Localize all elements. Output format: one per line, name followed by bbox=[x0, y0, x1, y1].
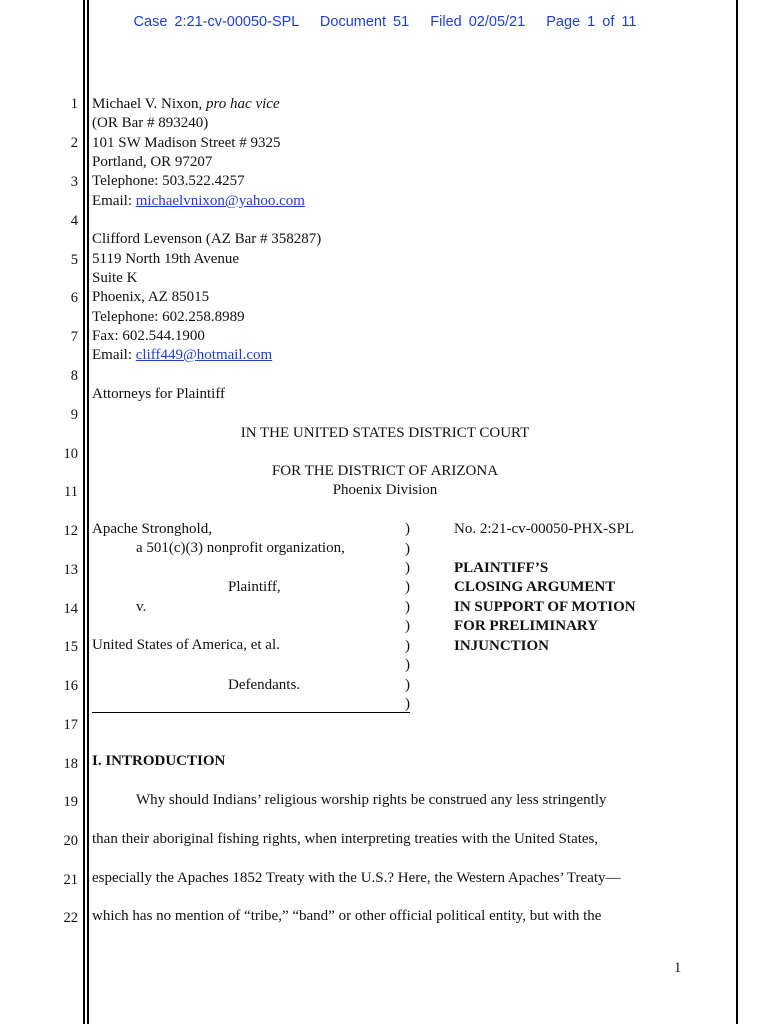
body-line: Why should Indians’ religious worship rights be construed any less stringently bbox=[136, 792, 607, 808]
line-number: 19 bbox=[63, 794, 78, 810]
court-name: IN THE UNITED STATES DISTRICT COURT bbox=[240, 425, 530, 441]
line-number: 22 bbox=[63, 910, 78, 926]
attorney1-phone: Telephone: 503.522.4257 bbox=[92, 173, 245, 189]
body-line: which has no mention of “tribe,” “band” or other official political entity, but with the bbox=[92, 908, 602, 924]
line-number: 14 bbox=[63, 601, 78, 617]
caption-paren: ) bbox=[405, 677, 410, 693]
caption-paren: ) bbox=[405, 618, 410, 634]
attorney2-address-line3: Phoenix, AZ 85015 bbox=[92, 289, 210, 305]
page-number: 1 bbox=[674, 960, 682, 976]
caption-paren: ) bbox=[405, 638, 410, 654]
plaintiff-role: Plaintiff, bbox=[228, 579, 281, 595]
header-case-number: Case 2:21-cv-00050-SPL bbox=[133, 14, 299, 30]
header-document-number: Document 51 bbox=[319, 14, 410, 30]
line-number: 1 bbox=[70, 96, 78, 112]
attorney1-address-line1: 101 SW Madison Street # 9325 bbox=[92, 135, 281, 151]
caption-paren: ) bbox=[405, 521, 410, 537]
caption-paren: ) bbox=[405, 579, 410, 595]
attorney2-email-link[interactable]: cliff449@hotmail.com bbox=[135, 347, 273, 363]
line-number: 8 bbox=[70, 368, 78, 384]
caption-underline bbox=[92, 712, 410, 713]
versus: v. bbox=[136, 599, 147, 615]
attorney2-address-line2: Suite K bbox=[92, 270, 138, 286]
right-margin-rule bbox=[736, 0, 738, 1024]
line-number: 15 bbox=[63, 639, 78, 655]
caption-paren: ) bbox=[405, 696, 410, 712]
attorney2-fax: Fax: 602.544.1900 bbox=[92, 328, 205, 344]
attorney1-name-line bbox=[92, 95, 280, 114]
document-title-line: FOR PRELIMINARY bbox=[454, 618, 599, 634]
attorney1-name: Michael V. Nixon, bbox=[92, 96, 207, 112]
body-line: especially the Apaches 1852 Treaty with the U.S.? Here, the Western Apaches’ Treaty— bbox=[92, 870, 621, 886]
line-number: 17 bbox=[63, 717, 78, 733]
line-number: 4 bbox=[70, 213, 78, 229]
header-filed-date: Filed 02/05/21 bbox=[430, 14, 526, 30]
document-title-line: INJUNCTION bbox=[454, 638, 550, 654]
section-heading: I. INTRODUCTION bbox=[92, 753, 226, 769]
line-number: 10 bbox=[63, 446, 78, 462]
document-title-line: IN SUPPORT OF MOTION bbox=[454, 599, 636, 615]
line-number: 18 bbox=[63, 756, 78, 772]
attorney2-name: Clifford Levenson (AZ Bar # 358287) bbox=[92, 231, 322, 247]
attorney2-phone: Telephone: 602.258.8989 bbox=[92, 309, 245, 325]
line-number: 9 bbox=[70, 407, 78, 423]
document-title-line: CLOSING ARGUMENT bbox=[454, 579, 616, 595]
left-margin-rule-inner bbox=[87, 0, 89, 1024]
header-page-count: Page 1 of 11 bbox=[546, 14, 637, 30]
attorneys-for-plaintiff: Attorneys for Plaintiff bbox=[92, 386, 226, 402]
defendant-role: Defendants. bbox=[228, 677, 301, 693]
filing-header bbox=[0, 14, 770, 30]
document-title-line: PLAINTIFF’S bbox=[454, 560, 549, 576]
line-number: 12 bbox=[63, 523, 78, 539]
attorney1-email-link[interactable]: michaelvnixon@yahoo.com bbox=[135, 193, 305, 209]
caption-paren: ) bbox=[405, 657, 410, 673]
line-number: 6 bbox=[70, 290, 78, 306]
line-number: 2 bbox=[70, 135, 78, 151]
line-number: 11 bbox=[64, 484, 78, 500]
body-line: than their aboriginal fishing rights, when interpreting treaties with the United States, bbox=[92, 831, 599, 847]
attorney1-bar: (OR Bar # 893240) bbox=[92, 115, 209, 131]
caption-paren: ) bbox=[405, 560, 410, 576]
caption-paren: ) bbox=[405, 599, 410, 615]
line-number: 20 bbox=[63, 833, 78, 849]
attorney2-email-line bbox=[92, 346, 272, 365]
left-margin-rule-outer bbox=[83, 0, 85, 1024]
plaintiff-description: a 501(c)(3) nonprofit organization, bbox=[136, 540, 345, 556]
line-number: 5 bbox=[70, 252, 78, 268]
attorney2-email-label: Email: bbox=[92, 347, 136, 363]
attorney2-address-line1: 5119 North 19th Avenue bbox=[92, 251, 240, 267]
line-number: 13 bbox=[63, 562, 78, 578]
line-number: 16 bbox=[63, 678, 78, 694]
defendant-name: United States of America, et al. bbox=[92, 637, 280, 653]
attorney1-email-line bbox=[92, 192, 305, 211]
court-division: Phoenix Division bbox=[332, 482, 438, 498]
attorney1-address-line2: Portland, OR 97207 bbox=[92, 154, 213, 170]
line-number: 7 bbox=[70, 329, 78, 345]
caption-paren: ) bbox=[405, 541, 410, 557]
attorney1-pro-hac-vice: pro hac vice bbox=[206, 96, 280, 112]
line-number: 21 bbox=[63, 872, 78, 888]
attorney1-email-label: Email: bbox=[92, 193, 136, 209]
case-number: No. 2:21-cv-00050-PHX-SPL bbox=[454, 521, 634, 537]
court-district: FOR THE DISTRICT OF ARIZONA bbox=[271, 463, 499, 479]
plaintiff-name: Apache Stronghold, bbox=[92, 521, 212, 537]
line-number: 3 bbox=[70, 174, 78, 190]
